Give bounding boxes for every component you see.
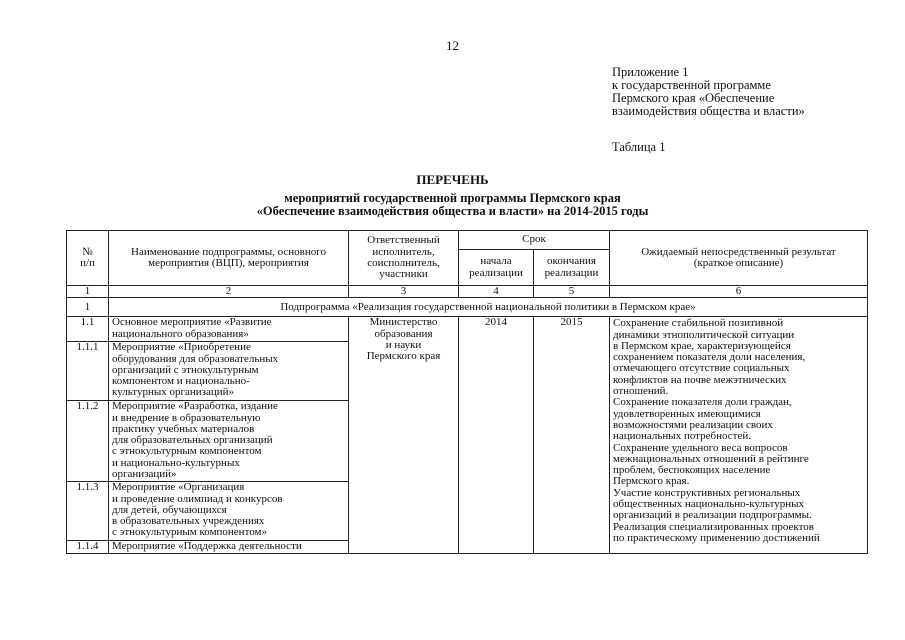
row-result bbox=[610, 317, 868, 554]
subtitle-line: мероприятий государственной программы Пермского края bbox=[284, 191, 621, 205]
row-number: 1.1.1 bbox=[67, 342, 109, 401]
column-number: 1 bbox=[67, 286, 109, 298]
column-number: 3 bbox=[349, 286, 459, 298]
column-number: 4 bbox=[459, 286, 534, 298]
executor-line: Пермского края bbox=[366, 350, 441, 363]
row-name bbox=[109, 317, 349, 342]
table-row bbox=[67, 317, 868, 342]
result-line: в Пермском крае, характеризующейся bbox=[613, 340, 791, 352]
row-name-line: и проведение олимпиад и конкурсов bbox=[112, 493, 283, 505]
row-number: 1.1.2 bbox=[67, 401, 109, 482]
row-name-line: в образовательных учреждениях bbox=[112, 516, 265, 528]
row-number: 1.1 bbox=[67, 317, 109, 342]
appendix-note bbox=[612, 66, 805, 118]
result-line: отмечающего отсутствие социальных bbox=[613, 363, 790, 375]
header-executor bbox=[349, 231, 459, 286]
result-line: Сохранение удельного веса вопросов bbox=[613, 442, 788, 454]
subprogram-number: 1 bbox=[67, 298, 109, 317]
page-number: 12 bbox=[446, 38, 459, 53]
result-line: проблем, беспокоящих население bbox=[613, 465, 771, 477]
row-name-line: организаций с этнокультурным bbox=[112, 364, 259, 376]
column-number: 2 bbox=[109, 286, 349, 298]
measures-table bbox=[66, 230, 868, 554]
row-name-line: и национально-культурных bbox=[112, 457, 240, 469]
header-result bbox=[610, 231, 868, 286]
header-num bbox=[67, 231, 109, 286]
result-line: организаций в реализации подпрограммы. bbox=[613, 510, 812, 522]
appendix-line: к государственной программе bbox=[612, 78, 771, 92]
result-line: межнациональных отношений в рейтинге bbox=[613, 453, 809, 465]
row-name-line: организаций» bbox=[112, 469, 177, 481]
row-name-line: оборудования для образовательных bbox=[112, 353, 279, 365]
row-name-line: практику учебных материалов bbox=[112, 423, 255, 435]
result-line: Пермского края. bbox=[613, 476, 690, 488]
header-text: начала bbox=[480, 255, 512, 268]
result-line: Реализация специализированных проектов bbox=[613, 521, 814, 533]
table-header-row bbox=[67, 231, 868, 250]
result-line: динамики этнополитической ситуации bbox=[613, 329, 795, 341]
header-text: исполнитель, bbox=[372, 245, 435, 258]
row-name bbox=[109, 401, 349, 482]
row-name-line: Мероприятие «Организация bbox=[112, 482, 245, 494]
header-text: участники bbox=[379, 268, 428, 281]
document-subtitle bbox=[0, 192, 905, 218]
header-text: (краткое описание) bbox=[693, 257, 784, 269]
row-name-line: с этнокультурным компонентом bbox=[112, 446, 262, 458]
subprogram-row bbox=[67, 298, 868, 317]
row-name bbox=[109, 482, 349, 541]
row-name-line: Мероприятие «Поддержка деятельности bbox=[112, 541, 302, 553]
header-term: Срок bbox=[459, 231, 610, 250]
result-line: конфликтов на почве межэтнических bbox=[613, 374, 787, 386]
header-end bbox=[534, 250, 610, 286]
row-name-line: Мероприятие «Приобретение bbox=[112, 342, 251, 354]
row-name-line: компонентом и национально- bbox=[112, 376, 250, 388]
header-text: окончания bbox=[547, 255, 596, 268]
row-name-line: для образовательных организаций bbox=[112, 435, 273, 447]
document-title: ПЕРЕЧЕНЬ bbox=[416, 172, 489, 187]
column-number: 5 bbox=[534, 286, 610, 298]
row-name-line: для детей, обучающихся bbox=[112, 504, 227, 516]
row-name-line: Мероприятие «Разработка, издание bbox=[112, 401, 278, 413]
row-name bbox=[109, 342, 349, 401]
result-line: возможностями реализации своих bbox=[613, 419, 773, 431]
row-name-line: и внедрение в образовательную bbox=[112, 412, 261, 424]
header-text: п/п bbox=[80, 257, 95, 269]
result-line: отношений. bbox=[613, 386, 669, 398]
executor-line: и науки bbox=[385, 338, 422, 351]
result-line: Сохранение показателя доли граждан, bbox=[613, 397, 792, 409]
header-text: Ответственный bbox=[367, 234, 440, 247]
result-line: по практическому применению достижений bbox=[613, 532, 820, 544]
header-text: Ожидаемый непосредственный результат bbox=[641, 245, 836, 258]
header-text: № bbox=[82, 245, 93, 258]
header-name bbox=[109, 231, 349, 286]
row-number: 1.1.3 bbox=[67, 482, 109, 541]
row-name bbox=[109, 541, 349, 554]
header-text: Наименование подпрограммы, основного bbox=[131, 245, 326, 258]
column-number-row bbox=[67, 286, 868, 298]
appendix-line: Пермского края «Обеспечение bbox=[612, 91, 775, 105]
column-number: 6 bbox=[610, 286, 868, 298]
table-caption: Таблица 1 bbox=[612, 140, 666, 154]
header-text: мероприятия (ВЦП), мероприятия bbox=[148, 257, 309, 269]
subtitle-line: «Обеспечение взаимодействия общества и власти» на 2014-2015 годы bbox=[256, 204, 649, 218]
row-name-line: культурных организаций» bbox=[112, 387, 235, 399]
result-line: общественных национально-культурных bbox=[613, 499, 805, 511]
header-text: реализации bbox=[544, 266, 599, 279]
row-name-line: с этнокультурным компонентом» bbox=[112, 527, 267, 539]
row-end-year: 2015 bbox=[534, 317, 610, 554]
result-line: сохранением показателя доли населения, bbox=[613, 352, 806, 364]
executor-line: Министерство bbox=[369, 316, 438, 329]
row-name-line: Основное мероприятие «Развитие bbox=[112, 317, 272, 329]
result-line: удовлетворенных имеющимися bbox=[613, 408, 761, 420]
row-name-line: национального образования» bbox=[112, 328, 249, 340]
executor-line: образования bbox=[374, 327, 433, 340]
row-executor bbox=[349, 317, 459, 554]
header-start bbox=[459, 250, 534, 286]
result-line: Сохранение стабильной позитивной bbox=[613, 318, 784, 330]
result-line: национальных потребностей. bbox=[613, 431, 751, 443]
row-start-year: 2014 bbox=[459, 317, 534, 554]
row-number: 1.1.4 bbox=[67, 541, 109, 554]
header-text: реализации bbox=[469, 266, 523, 279]
appendix-line: Приложение 1 bbox=[612, 65, 689, 79]
subprogram-title: Подпрограмма «Реализация государственной национальной политики в Пермском крае» bbox=[109, 298, 868, 317]
header-text: соисполнитель, bbox=[367, 257, 440, 269]
result-line: Участие конструктивных региональных bbox=[613, 487, 801, 499]
appendix-line: взаимодействия общества и власти» bbox=[612, 104, 805, 118]
